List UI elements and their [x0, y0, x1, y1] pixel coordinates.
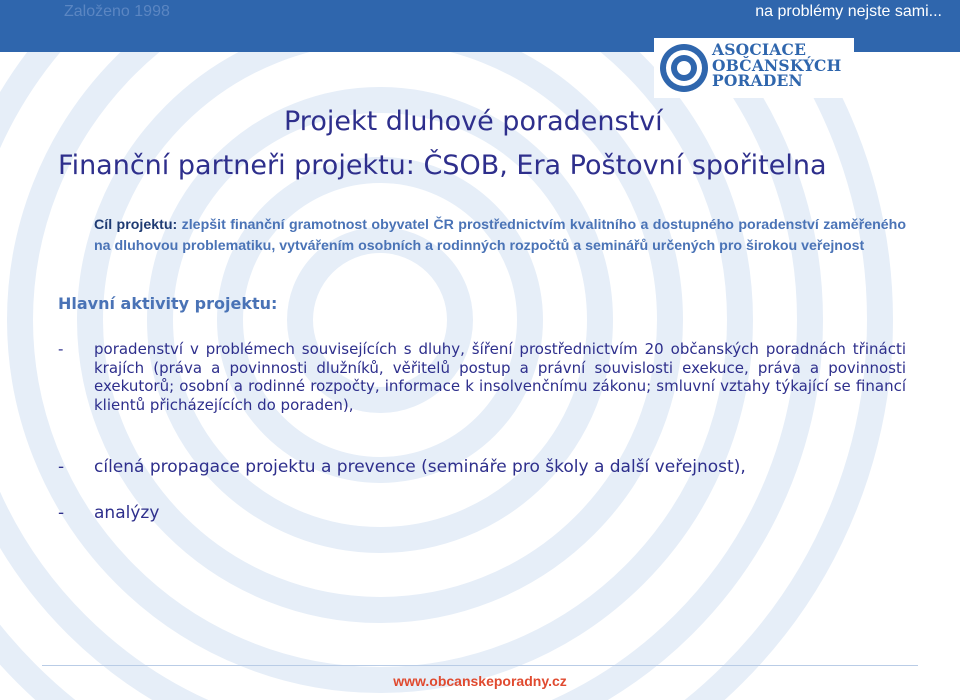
logo-line-1: ASOCIACE	[712, 40, 807, 59]
aop-logo	[654, 38, 854, 98]
partners-subtitle: Finanční partneři projektu: ČSOB, Era Poštovní spořitelna	[58, 150, 827, 181]
list-item-text: cílená propagace projektu a prevence (semináře pro školy a další veřejnost),	[94, 457, 746, 477]
list-item	[58, 456, 906, 478]
logo-line-3: PORADEN	[712, 71, 803, 90]
project-goal	[94, 215, 906, 257]
list-item	[58, 340, 906, 414]
goal-label: Cíl projektu:	[94, 217, 178, 233]
page-title: Projekt dluhové poradenství	[284, 106, 663, 137]
logo-emblem-icon	[658, 42, 710, 94]
list-item-text: analýzy	[94, 503, 160, 523]
logo-line-2: OBČANSKÝCH	[712, 55, 842, 75]
activities-heading: Hlavní aktivity projektu:	[58, 294, 278, 313]
list-item-text: poradenství v problémech souvisejících s dluhy, šíření prostřednictvím 20 občanských poradnách třinácti krajích (práva a povinnosti dlužníků, věřitelů postup a právní souvislosti exekuce, práva a povinnosti exekutorů; osobní a rodinné rozpočty, informace k insolvenčnímu zákonu; smluvní vztahy týkající se financí klientů přicházejících do poraden),	[94, 340, 906, 414]
founded-text: Založeno 1998	[64, 3, 170, 20]
slogan-text: na problémy nejste sami...	[755, 3, 942, 20]
list-item	[58, 502, 906, 524]
footer-link[interactable]: www.obcanskeporadny.cz	[393, 673, 567, 689]
list-dash: -	[58, 503, 65, 523]
list-dash: -	[58, 457, 65, 477]
list-dash: -	[58, 340, 64, 358]
footer-divider	[42, 665, 918, 666]
goal-text: zlepšit finanční gramotnost obyvatel ČR prostřednictvím kvalitního a dostupného poradenství zaměřeného na dluhovou problematiku, vytvářením osobních a rodinných rozpočtů a seminářů určených pro širokou veřejnost	[94, 217, 906, 254]
